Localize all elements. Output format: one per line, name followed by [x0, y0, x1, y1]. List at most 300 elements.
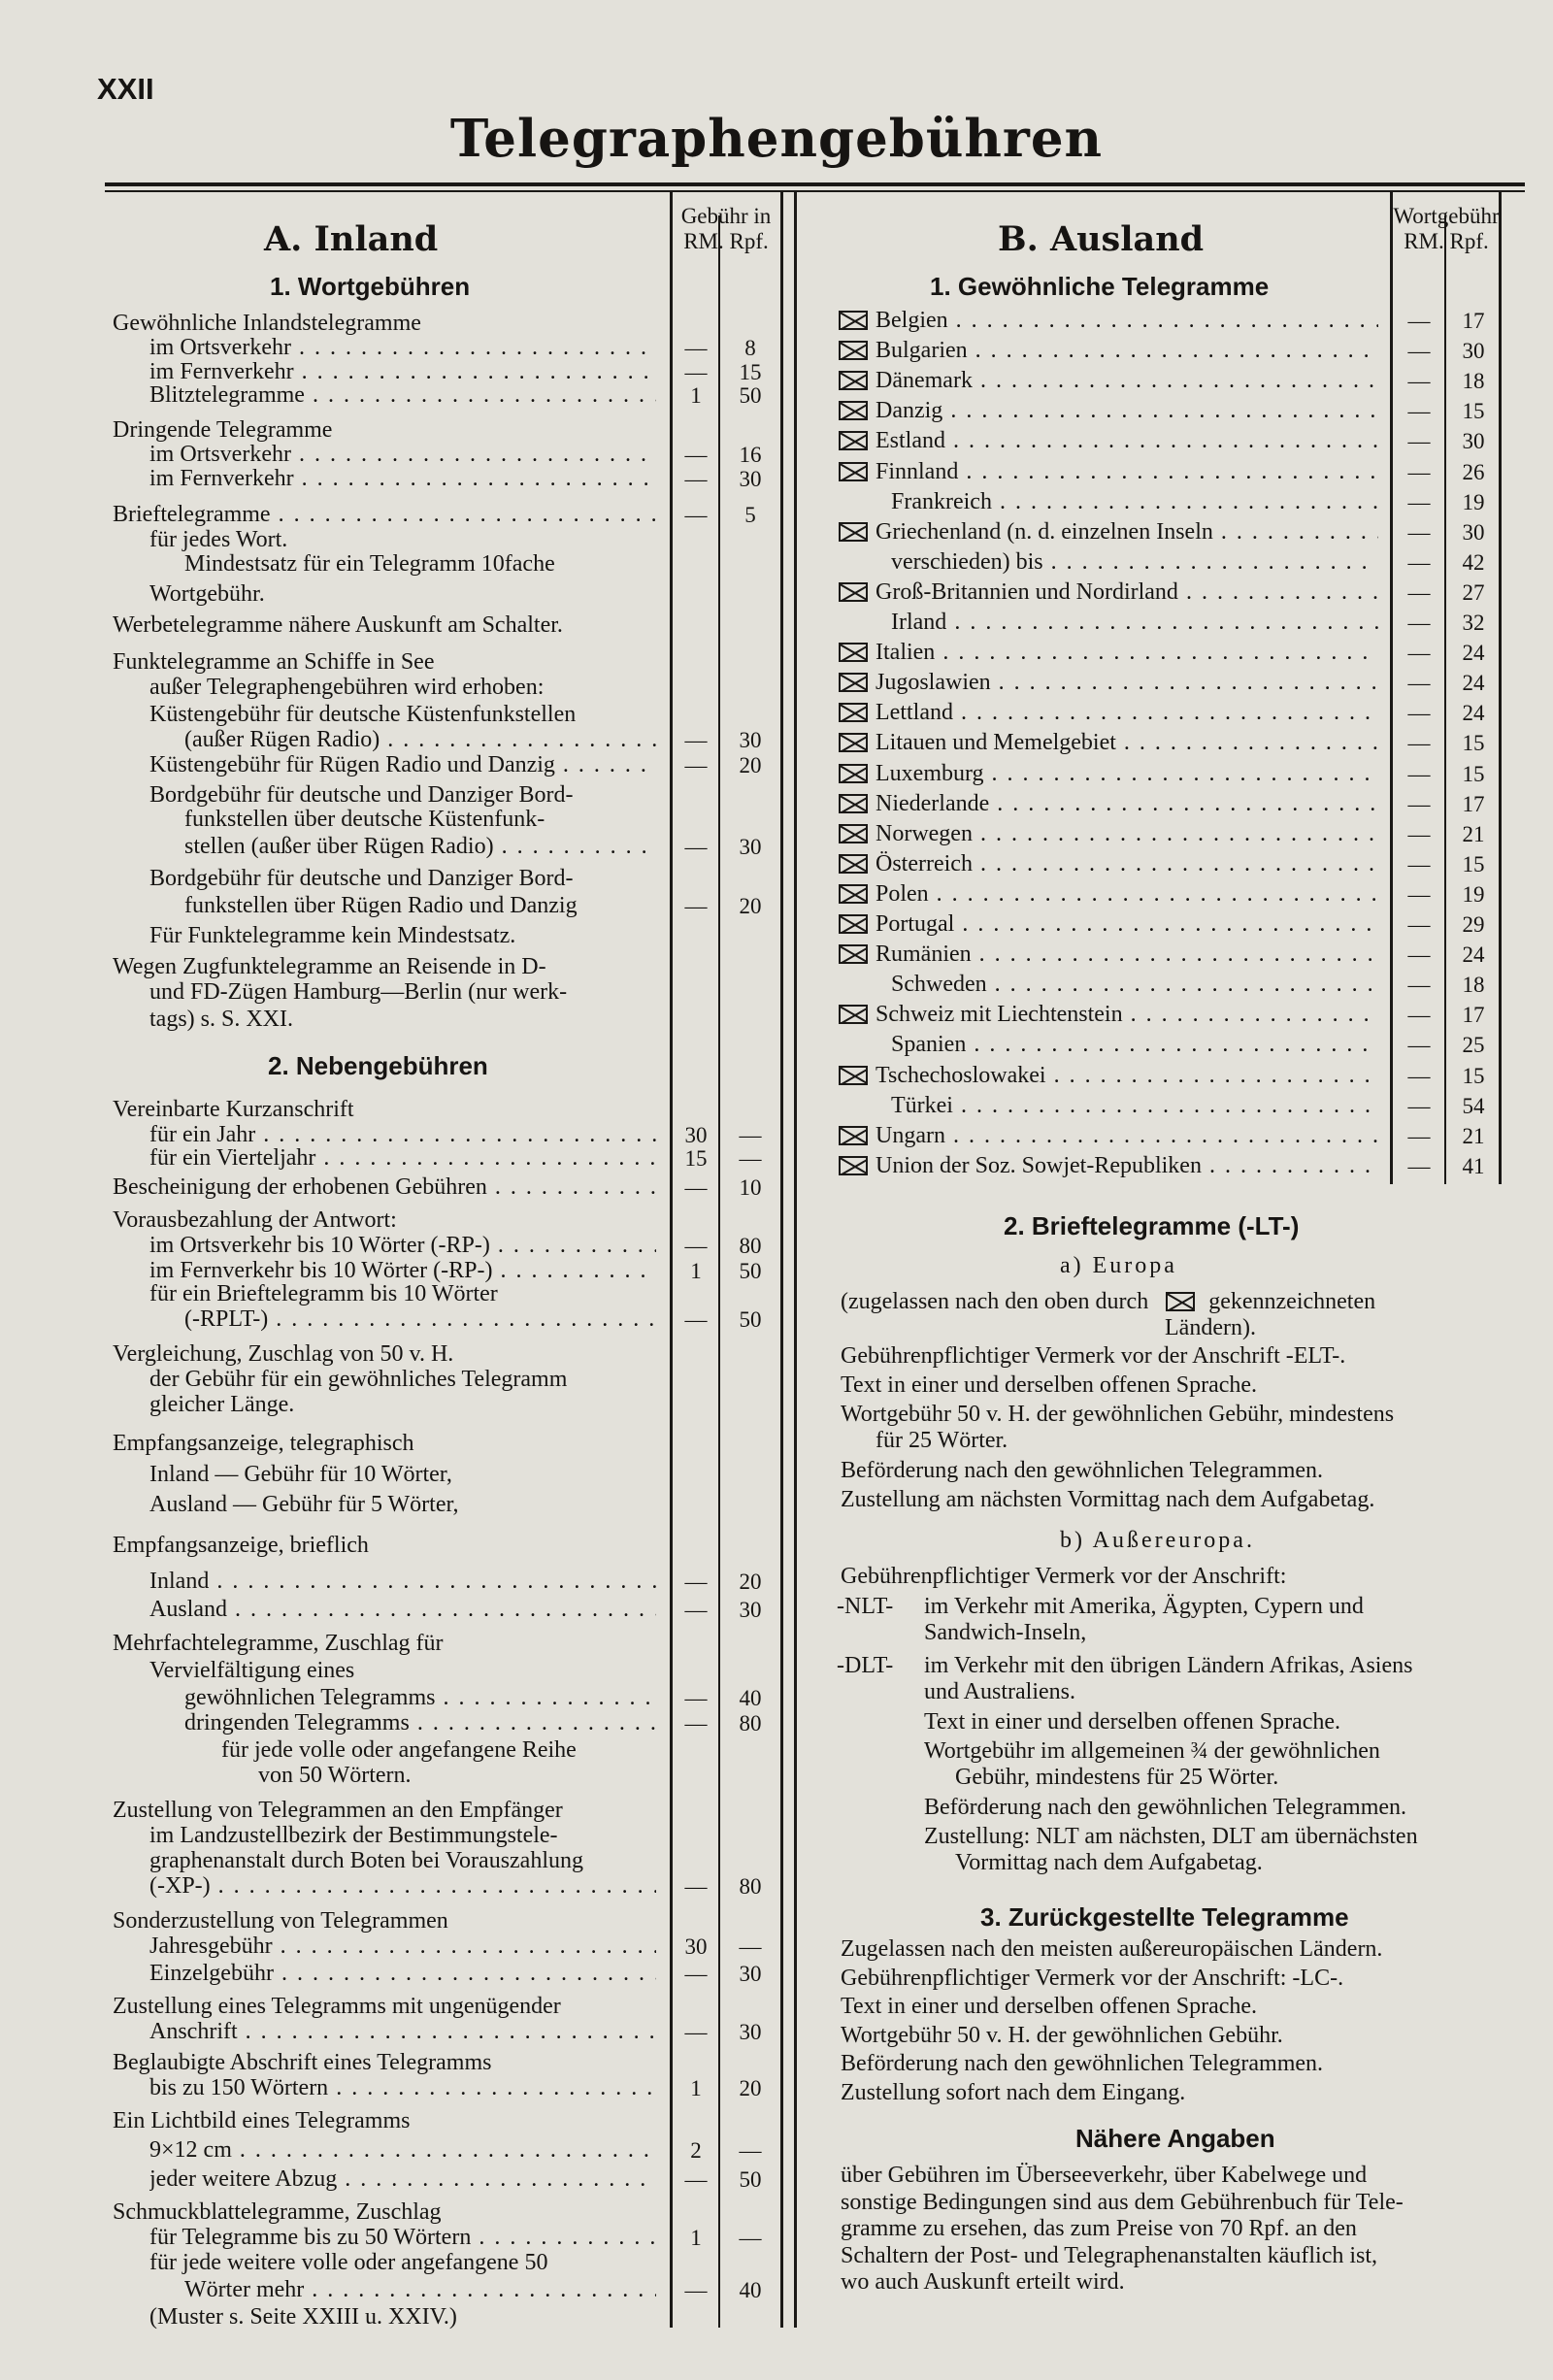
country-rpf: 32 — [1462, 611, 1485, 635]
country-text: Estland . . . — [876, 428, 1378, 453]
inland-extra-fee-rpf: — — [739, 1146, 762, 1171]
europa-line-6: für 25 Wörter. — [876, 1428, 1008, 1453]
inland-fee-text: Blitztelegramme . . . — [149, 382, 656, 408]
inland-extra-fee-rm: 30 — [684, 1123, 708, 1147]
country-row — [0, 849, 1553, 879]
inland-extra-fee-rpf: 20 — [739, 1570, 762, 1594]
country-rm: — — [1407, 459, 1431, 484]
inland-extra-fee-text: von 50 Wörtern. — [258, 1763, 412, 1788]
country-label — [839, 698, 1378, 728]
inland-extra-fee-label — [113, 1531, 656, 1561]
inland-extra-fee-text: Sonderzustellung von Telegrammen — [113, 1908, 448, 1934]
inland-extra-fee-text: der Gebühr für ein gewöhnliches Telegramm — [149, 1367, 568, 1392]
naehere-line: gramme zu ersehen, das zum Preise von 70 Rpf. an den — [841, 2216, 1357, 2241]
inland-extra-fee-text: Ein Lichtbild eines Telegramms — [113, 2108, 411, 2133]
country-rm: — — [1407, 701, 1431, 726]
inland-extra-fee-label — [149, 1656, 656, 1686]
country-text: Belgien . . . — [876, 308, 1378, 333]
country-text: Litauen und Memelgebiet . . . — [876, 730, 1378, 755]
ausland-sub3: 3. Zurückgestellte Telegramme — [980, 1902, 1349, 1932]
inland-extra-fee-text: Ausland . . . — [149, 1597, 656, 1622]
europa-text-1: (zugelassen nach den oben durch — [841, 1289, 1149, 1314]
country-rm: — — [1407, 1033, 1431, 1058]
inland-extra-fee-rm: 30 — [684, 1934, 708, 1959]
country-rpf: 26 — [1462, 459, 1485, 484]
inland-extra-fee-rm: — — [684, 1598, 708, 1622]
country-label — [839, 638, 1378, 668]
aussereuropa-line-4: Gebühr, mindestens für 25 Wörter. — [955, 1765, 1279, 1790]
inland-extra-fee-label — [113, 1629, 656, 1659]
inland-fee-rm: — — [684, 503, 708, 527]
country-row — [0, 1000, 1553, 1030]
country-row — [0, 1030, 1553, 1060]
page-title: Telegraphengebühren — [449, 109, 1104, 169]
envelope-icon — [839, 522, 868, 542]
ausland-col-header — [1392, 204, 1501, 254]
inland-fee-text: Küstengebühr für deutsche Küstenfunkstellen — [149, 702, 577, 727]
inland-fee-text: im Fernverkehr . . . — [149, 359, 656, 384]
country-row — [0, 668, 1553, 698]
inland-fee-rpf: 20 — [739, 753, 762, 777]
inland-fee-text: Dringende Telegramme — [113, 417, 333, 443]
inland-sub2: 2. Nebengebühren — [268, 1051, 488, 1080]
country-rpf: 29 — [1462, 912, 1485, 937]
country-rm: — — [1407, 369, 1431, 394]
country-rpf: 19 — [1462, 881, 1485, 907]
inland-extra-fee-text: 9×12 cm . . . — [149, 2137, 656, 2163]
inland-extra-fee-text: Einzelgebühr . . . — [149, 1961, 656, 1986]
country-rm: — — [1407, 1003, 1431, 1028]
zurueck-line: Gebührenpflichtiger Vermerk vor der Anschrift: -LC-. — [841, 1965, 1344, 1991]
inland-extra-fee-rpf: 50 — [739, 1307, 762, 1332]
naehere-line: Schaltern der Post- und Telegraphenanstalten käuflich ist, — [841, 2242, 1378, 2268]
inland-fee-rm: 1 — [690, 383, 702, 408]
inland-fee-rpf: 30 — [739, 835, 762, 859]
envelope-icon — [839, 914, 868, 934]
country-row — [0, 306, 1553, 336]
inland-fee-rpf: 30 — [739, 467, 762, 491]
naehere-line: über Gebühren im Überseeverkehr, über Kabelwege und — [841, 2163, 1368, 2188]
naehere-line: sonstige Bedingungen sind aus dem Gebührenbuch für Tele- — [841, 2189, 1404, 2215]
envelope-icon — [839, 1156, 868, 1175]
inland-extra-fee-text: Vorausbezahlung der Antwort: — [113, 1207, 397, 1233]
country-rpf: 24 — [1462, 942, 1485, 968]
country-rpf: 21 — [1462, 1123, 1485, 1148]
title-rule — [105, 182, 1525, 186]
inland-extra-fee-text: für ein Jahr . . . — [149, 1122, 656, 1147]
inland-col-header — [672, 204, 780, 254]
page-number: XXII — [97, 72, 154, 106]
inland-extra-fee-text: Vervielfältigung eines — [149, 1658, 355, 1683]
country-rm: — — [1407, 339, 1431, 364]
inland-fee-text: Wegen Zugfunktelegramme an Reisende in D- — [113, 954, 546, 979]
country-rm: — — [1407, 1063, 1431, 1088]
envelope-icon — [839, 643, 868, 662]
inland-extra-fee-rm: 2 — [690, 2138, 702, 2163]
country-text: Groß-Britannien und Nordirland . . . — [876, 579, 1378, 605]
envelope-icon — [839, 884, 868, 904]
inland-extra-fee-rpf: 50 — [739, 2167, 762, 2192]
country-rpf: 24 — [1462, 671, 1485, 696]
inland-fee-text: stellen (außer über Rügen Radio) . . . — [184, 834, 656, 859]
country-label — [839, 306, 1378, 336]
inland-extra-fee-label — [149, 1490, 656, 1520]
inland-extra-fee-text: für jede weitere volle oder angefangene 50 — [149, 2250, 548, 2275]
inland-extra-fee-text: Mehrfachtelegramme, Zuschlag für — [113, 1631, 444, 1656]
inland-extra-fee-text: (Muster s. Seite XXIII u. XXIV.) — [149, 2304, 457, 2330]
country-rm: — — [1407, 611, 1431, 635]
inland-extra-fee-label — [149, 2165, 656, 2195]
inland-fee-text: im Ortsverkehr . . . — [149, 335, 656, 360]
inland-extra-fee-text: Bescheinigung der erhobenen Gebühren . . . — [113, 1174, 656, 1200]
inland-extra-fee-rm: — — [684, 1570, 708, 1594]
inland-fee-rm: — — [684, 728, 708, 752]
europa-line-1 — [841, 1288, 1375, 1316]
envelope-icon — [839, 1005, 868, 1024]
country-row — [0, 1151, 1553, 1181]
inland-extra-fee-label — [258, 1761, 656, 1791]
ausland-sub1: 1. Gewöhnliche Telegramme — [930, 272, 1270, 301]
country-label — [891, 487, 1378, 517]
country-rm: — — [1407, 309, 1431, 333]
country-text: Union der Soz. Sowjet-Republiken . . . — [876, 1153, 1378, 1178]
zurueck-line: Text in einer und derselben offenen Sprache. — [841, 1994, 1258, 2020]
country-rpf: 18 — [1462, 369, 1485, 394]
country-rm: — — [1407, 641, 1431, 666]
country-label — [839, 1000, 1378, 1030]
inland-extra-fee-text: jeder weitere Abzug . . . — [149, 2166, 656, 2192]
inland-extra-fee-rpf: — — [739, 1934, 762, 1959]
inland-extra-fee-rpf: 50 — [739, 1259, 762, 1283]
inland-extra-fee-text: Beglaubigte Abschrift eines Telegramms — [113, 2050, 492, 2075]
country-label — [839, 728, 1378, 758]
envelope-icon — [839, 673, 868, 692]
country-label — [891, 1091, 1378, 1121]
inland-fee-text: im Ortsverkehr . . . — [149, 442, 656, 467]
ausland-sub4: Nähere Angaben — [1075, 2124, 1275, 2153]
country-rpf: 15 — [1462, 851, 1485, 876]
inland-extra-fee-text: Inland . . . — [149, 1569, 656, 1594]
envelope-icon — [839, 1126, 868, 1145]
aussereuropa-line-3: Wortgebühr im allgemeinen ¾ der gewöhnlichen — [924, 1738, 1380, 1764]
zurueck-line: Beförderung nach den gewöhnlichen Telegrammen. — [841, 2051, 1324, 2077]
inland-extra-fee-label — [113, 2106, 656, 2136]
country-label — [839, 426, 1378, 456]
europa-line-5: Wortgebühr 50 v. H. der gewöhnlichen Gebühr, mindestens — [841, 1402, 1395, 1427]
inland-extra-fee-text: Schmuckblattelegramme, Zuschlag — [113, 2199, 442, 2225]
country-rm: — — [1407, 912, 1431, 937]
envelope-icon — [839, 462, 868, 481]
country-text: Ungarn . . . — [876, 1123, 1378, 1148]
country-rpf: 30 — [1462, 339, 1485, 364]
country-text: Irland . . . — [891, 610, 1378, 635]
country-rm: — — [1407, 761, 1431, 786]
country-text: Niederlande . . . — [876, 791, 1378, 816]
envelope-icon — [839, 824, 868, 843]
country-rm: — — [1407, 579, 1431, 605]
inland-extra-fee-text: gleicher Länge. — [149, 1392, 295, 1417]
inland-sub1: 1. Wortgebühren — [270, 272, 471, 301]
country-rpf: 30 — [1462, 429, 1485, 454]
country-label — [839, 457, 1378, 487]
inland-extra-fee-text: für ein Brieftelegramm bis 10 Wörter — [149, 1281, 498, 1306]
inland-fee-text: Brieftelegramme . . . — [113, 502, 656, 527]
inland-extra-fee-rm: — — [684, 2167, 708, 2192]
inland-extra-fee-rm: 15 — [684, 1146, 708, 1171]
aussereuropa-line-1: Gebührenpflichtiger Vermerk vor der Anschrift: — [841, 1564, 1287, 1589]
envelope-icon — [839, 733, 868, 752]
ausland-sub2: 2. Brieftelegramme (-LT-) — [1004, 1211, 1300, 1240]
zurueck-line: Zugelassen nach den meisten außereuropäischen Ländern. — [841, 1936, 1383, 1962]
inland-extra-fee-label — [149, 1959, 656, 1989]
inland-extra-fee-rm: — — [684, 1175, 708, 1200]
inland-extra-fee-text: Zustellung eines Telegramms mit ungenügender — [113, 1994, 561, 2019]
inland-extra-fee-row — [0, 2017, 1553, 2047]
country-text: Schweden . . . — [891, 972, 1378, 997]
country-row — [0, 578, 1553, 608]
country-label — [839, 396, 1378, 426]
country-text: Dänemark . . . — [876, 368, 1378, 393]
country-row — [0, 638, 1553, 668]
dlt-text-1: im Verkehr mit den übrigen Ländern Afrikas, Asiens — [924, 1653, 1413, 1678]
country-text: Bulgarien . . . — [876, 338, 1378, 363]
aussereuropa-line-2: Text in einer und derselben offenen Sprache. — [924, 1709, 1341, 1735]
country-label — [891, 608, 1378, 638]
envelope-icon — [839, 794, 868, 813]
inland-extra-fee-row — [0, 1871, 1553, 1901]
inland-fee-rm: — — [684, 835, 708, 859]
country-row — [0, 759, 1553, 789]
country-rpf: 24 — [1462, 641, 1485, 666]
inland-extra-fee-text: Wörter mehr . . . — [184, 2277, 656, 2302]
inland-extra-fee-text: für jede volle oder angefangene Reihe — [221, 1737, 577, 1763]
inland-extra-fee-rpf: 80 — [739, 1874, 762, 1899]
inland-fee-rm: — — [684, 360, 708, 384]
country-text: Italien . . . — [876, 640, 1378, 665]
inland-extra-fee-text: für Telegramme bis zu 50 Wörtern . . . — [149, 2225, 656, 2250]
country-row — [0, 1061, 1553, 1091]
country-label — [839, 1061, 1378, 1091]
inland-fee-rm: — — [684, 443, 708, 467]
inland-extra-fee-label — [149, 1567, 656, 1597]
inland-extra-fee-rpf: 10 — [739, 1175, 762, 1200]
country-row — [0, 909, 1553, 940]
inland-extra-fee-label — [149, 1595, 656, 1625]
country-rpf: 27 — [1462, 579, 1485, 605]
inland-extra-fee-rpf: — — [739, 2138, 762, 2163]
inland-heading: A. Inland — [264, 219, 439, 259]
country-rpf: 17 — [1462, 309, 1485, 333]
country-label — [839, 879, 1378, 909]
inland-fee-rpf: 30 — [739, 728, 762, 752]
country-label — [839, 668, 1378, 698]
country-row — [0, 517, 1553, 547]
country-rm: — — [1407, 1093, 1431, 1118]
country-row — [0, 457, 1553, 487]
country-label — [839, 1151, 1378, 1181]
envelope-icon — [839, 764, 868, 783]
inland-extra-fee-label — [149, 1460, 656, 1490]
country-rm: — — [1407, 851, 1431, 876]
inland-extra-fee-text: im Fernverkehr bis 10 Wörter (-RP-) . . . — [149, 1258, 656, 1283]
country-label — [839, 819, 1378, 849]
aussereuropa-line-5: Beförderung nach den gewöhnlichen Telegrammen. — [924, 1795, 1407, 1820]
inland-extra-fee-label — [184, 1708, 656, 1738]
envelope-icon — [839, 944, 868, 964]
zurueck-line: Wortgebühr 50 v. H. der gewöhnlichen Gebühr. — [841, 2022, 1283, 2048]
inland-fee-text: im Fernverkehr . . . — [149, 466, 656, 491]
country-label — [839, 759, 1378, 789]
inland-extra-fee-text: im Landzustellbezirk der Bestimmungstele- — [149, 1823, 558, 1848]
inland-fee-text: außer Telegraphengebühren wird erhoben: — [149, 675, 545, 700]
country-rm: — — [1407, 881, 1431, 907]
country-row — [0, 366, 1553, 396]
inland-extra-fee-label — [113, 1429, 656, 1459]
country-label — [839, 849, 1378, 879]
country-rpf: 21 — [1462, 821, 1485, 846]
country-text: Lettland . . . — [876, 700, 1378, 725]
inland-extra-fee-text: Ausland — Gebühr für 5 Wörter, — [149, 1492, 459, 1517]
country-text: Portugal . . . — [876, 911, 1378, 937]
naehere-line: wo auch Auskunft erteilt wird. — [841, 2269, 1125, 2295]
inland-extra-fee-text: für ein Vierteljahr . . . — [149, 1145, 656, 1171]
title-rule-thin — [105, 190, 1525, 192]
ausland-col-header-2: RM. Rpf. — [1404, 229, 1489, 253]
country-text: Griechenland (n. d. einzelnen Inseln . . . — [876, 519, 1378, 545]
inland-fee-rpf: 16 — [739, 443, 762, 467]
inland-extra-fee-label — [149, 2302, 656, 2332]
ausland-col-header-1: Wortgebühr — [1393, 204, 1500, 228]
inland-extra-fee-text: gewöhnlichen Telegramms . . . — [184, 1685, 656, 1710]
europa-text-2: gekennzeichneten — [1208, 1289, 1376, 1314]
inland-extra-fee-text: Anschrift . . . — [149, 2019, 656, 2044]
inland-fee-text: Bordgebühr für deutsche und Danziger Bord- — [149, 782, 574, 808]
envelope-icon — [839, 341, 868, 360]
country-rm: — — [1407, 671, 1431, 696]
inland-extra-fee-rm: — — [684, 1711, 708, 1735]
country-rpf: 42 — [1462, 549, 1485, 575]
country-text: Tschechoslowakei . . . — [876, 1063, 1378, 1088]
country-label — [839, 909, 1378, 940]
aussereuropa-line-7: Vormittag nach dem Aufgabetag. — [955, 1850, 1263, 1875]
envelope-icon — [1166, 1292, 1195, 1311]
inland-fee-rpf: 5 — [744, 503, 756, 527]
dlt-text-2: und Australiens. — [924, 1679, 1075, 1704]
inland-fee-text: Für Funktelegramme kein Mindestsatz. — [149, 923, 516, 948]
inland-extra-fee-text: (-XP-) . . . — [149, 1873, 656, 1899]
country-text: Polen . . . — [876, 881, 1378, 907]
country-rpf: 17 — [1462, 1003, 1485, 1028]
country-rpf: 54 — [1462, 1093, 1485, 1118]
inland-fee-text: Küstengebühr für Rügen Radio und Danzig . . . — [149, 752, 656, 777]
country-rpf: 15 — [1462, 1063, 1485, 1088]
inland-fee-text: Wortgebühr. — [149, 581, 265, 607]
country-rpf: 18 — [1462, 973, 1485, 998]
inland-fee-text: (außer Rügen Radio) . . . — [184, 727, 656, 752]
inland-extra-fee-rpf: — — [739, 2226, 762, 2250]
ausland-heading: B. Ausland — [998, 219, 1205, 259]
inland-extra-fee-row — [0, 2275, 1553, 2305]
country-rpf: 17 — [1462, 791, 1485, 816]
europa-line-4: Text in einer und derselben offenen Sprache. — [841, 1372, 1258, 1398]
country-row — [0, 547, 1553, 578]
country-row — [0, 970, 1553, 1000]
country-rm: — — [1407, 489, 1431, 514]
inland-extra-fee-rpf: 40 — [739, 1686, 762, 1710]
country-row — [0, 940, 1553, 970]
inland-extra-fee-label — [149, 2135, 656, 2165]
country-label — [839, 366, 1378, 396]
envelope-icon — [839, 854, 868, 874]
europa-heading: a) Europa — [1060, 1253, 1177, 1278]
country-row — [0, 698, 1553, 728]
country-rpf: 15 — [1462, 731, 1485, 756]
inland-extra-fee-rpf: 80 — [739, 1711, 762, 1735]
inland-fee-rm: — — [684, 467, 708, 491]
country-label — [839, 789, 1378, 819]
aussereuropa-heading: b) Außereuropa. — [1060, 1528, 1255, 1553]
inland-extra-fee-rm: — — [684, 1962, 708, 1986]
country-label — [839, 517, 1378, 547]
country-label — [839, 940, 1378, 970]
country-row — [0, 396, 1553, 426]
inland-extra-fee-label — [149, 1871, 656, 1901]
inland-fee-rm: — — [684, 753, 708, 777]
inland-fee-text: funkstellen über deutsche Küstenfunk- — [184, 807, 545, 832]
country-rm: — — [1407, 731, 1431, 756]
country-text: Frankreich . . . — [891, 489, 1378, 514]
inland-extra-fee-text: Vereinbarte Kurzanschrift — [113, 1097, 354, 1122]
europa-line-3: Gebührenpflichtiger Vermerk vor der Anschrift -ELT-. — [841, 1343, 1346, 1369]
inland-extra-fee-label — [149, 2017, 656, 2047]
country-row — [0, 1091, 1553, 1121]
inland-extra-fee-row — [0, 1531, 1553, 1561]
country-rm: — — [1407, 519, 1431, 545]
inland-extra-fee-label — [149, 1390, 656, 1420]
envelope-icon — [839, 311, 868, 330]
country-label — [891, 970, 1378, 1000]
country-rpf: 41 — [1462, 1153, 1485, 1178]
inland-extra-fee-text: dringenden Telegramms . . . — [184, 1710, 656, 1735]
inland-extra-fee-rpf: — — [739, 1123, 762, 1147]
country-rm: — — [1407, 429, 1431, 454]
inland-fee-rm: — — [684, 894, 708, 918]
country-rpf: 25 — [1462, 1033, 1485, 1058]
europa-line-7: Beförderung nach den gewöhnlichen Telegrammen. — [841, 1458, 1324, 1483]
inland-extra-fee-text: graphenanstalt durch Boten bei Vorauszahlung — [149, 1848, 583, 1873]
inland-fee-text: Bordgebühr für deutsche und Danziger Bord- — [149, 866, 574, 891]
inland-fee-text: tags) s. S. XXI. — [149, 1007, 293, 1032]
country-rm: — — [1407, 1153, 1431, 1178]
inland-extra-fee-rpf: 30 — [739, 1962, 762, 1986]
country-rpf: 30 — [1462, 519, 1485, 545]
inland-fee-rpf: 15 — [739, 360, 762, 384]
inland-extra-fee-rm: 1 — [690, 2076, 702, 2100]
inland-extra-fee-label — [149, 1932, 656, 1962]
envelope-icon — [839, 703, 868, 722]
inland-extra-fee-rm: — — [684, 2020, 708, 2044]
country-rm: — — [1407, 821, 1431, 846]
country-rm: — — [1407, 549, 1431, 575]
country-row — [0, 789, 1553, 819]
nlt-text-1: im Verkehr mit Amerika, Ägypten, Cypern und — [924, 1594, 1364, 1619]
country-row — [0, 608, 1553, 638]
inland-extra-fee-rm: — — [684, 1234, 708, 1258]
inland-extra-fee-rm: — — [684, 1686, 708, 1710]
country-text: Österreich . . . — [876, 851, 1378, 876]
country-rpf: 15 — [1462, 761, 1485, 786]
country-rm: — — [1407, 791, 1431, 816]
